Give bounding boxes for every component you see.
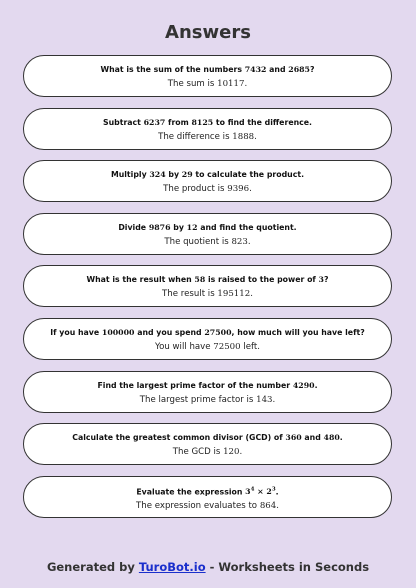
question-text: If you have 100000 and you spend 27500, how much will you have left?: [50, 327, 365, 337]
question-text: What is the sum of the numbers 7432 and 2685?: [100, 65, 315, 74]
answer-card: [23, 371, 392, 413]
question-text: Evaluate the expression $3^4 \times 2^3$.: [136, 486, 279, 497]
answer-text: The result is 195112.: [162, 289, 253, 300]
answer-card: [23, 160, 392, 202]
question-text: What is the result when 58 is raised to the power of 3?: [86, 275, 329, 285]
answer-card: [23, 318, 392, 360]
answer-text: The sum is 10117.: [167, 79, 248, 89]
question-text: Find the largest prime factor of the number 4290.: [97, 380, 318, 390]
answer-card: [23, 55, 392, 97]
answer-card: [23, 108, 392, 150]
answer-card: [23, 265, 392, 307]
answer-text: The expression evaluates to 864.: [136, 501, 279, 512]
page-title: Answers: [165, 22, 251, 43]
answer-text: You will have 72500 left.: [154, 341, 261, 352]
answer-text: The product is 9396.: [163, 184, 252, 195]
answer-text: The quotient is 823.: [164, 236, 251, 247]
answer-card: [23, 423, 392, 465]
answer-text: The largest prime factor is 143.: [139, 394, 276, 405]
answer-text: The difference is 1888.: [158, 131, 257, 142]
footer-suffix: - Worksheets in Seconds: [209, 560, 370, 574]
question-text: Calculate the greatest common divisor (GCD) of 360 and 480.: [72, 433, 343, 443]
question-text: Multiply 324 by 29 to calculate the product.: [110, 170, 305, 180]
answer-text: The GCD is 120.: [172, 447, 243, 458]
question-text: Subtract 6237 from 8125 to find the difference.: [102, 117, 313, 127]
footer-prefix: Generated by: [46, 560, 135, 574]
answer-card: [23, 213, 392, 255]
answers-list: [23, 55, 392, 528]
footer: [0, 560, 416, 574]
answer-card: [23, 476, 392, 518]
turobot-link[interactable]: TuroBot.io: [138, 560, 206, 574]
question-text: Divide 9876 by 12 and find the quotient.: [118, 222, 297, 232]
